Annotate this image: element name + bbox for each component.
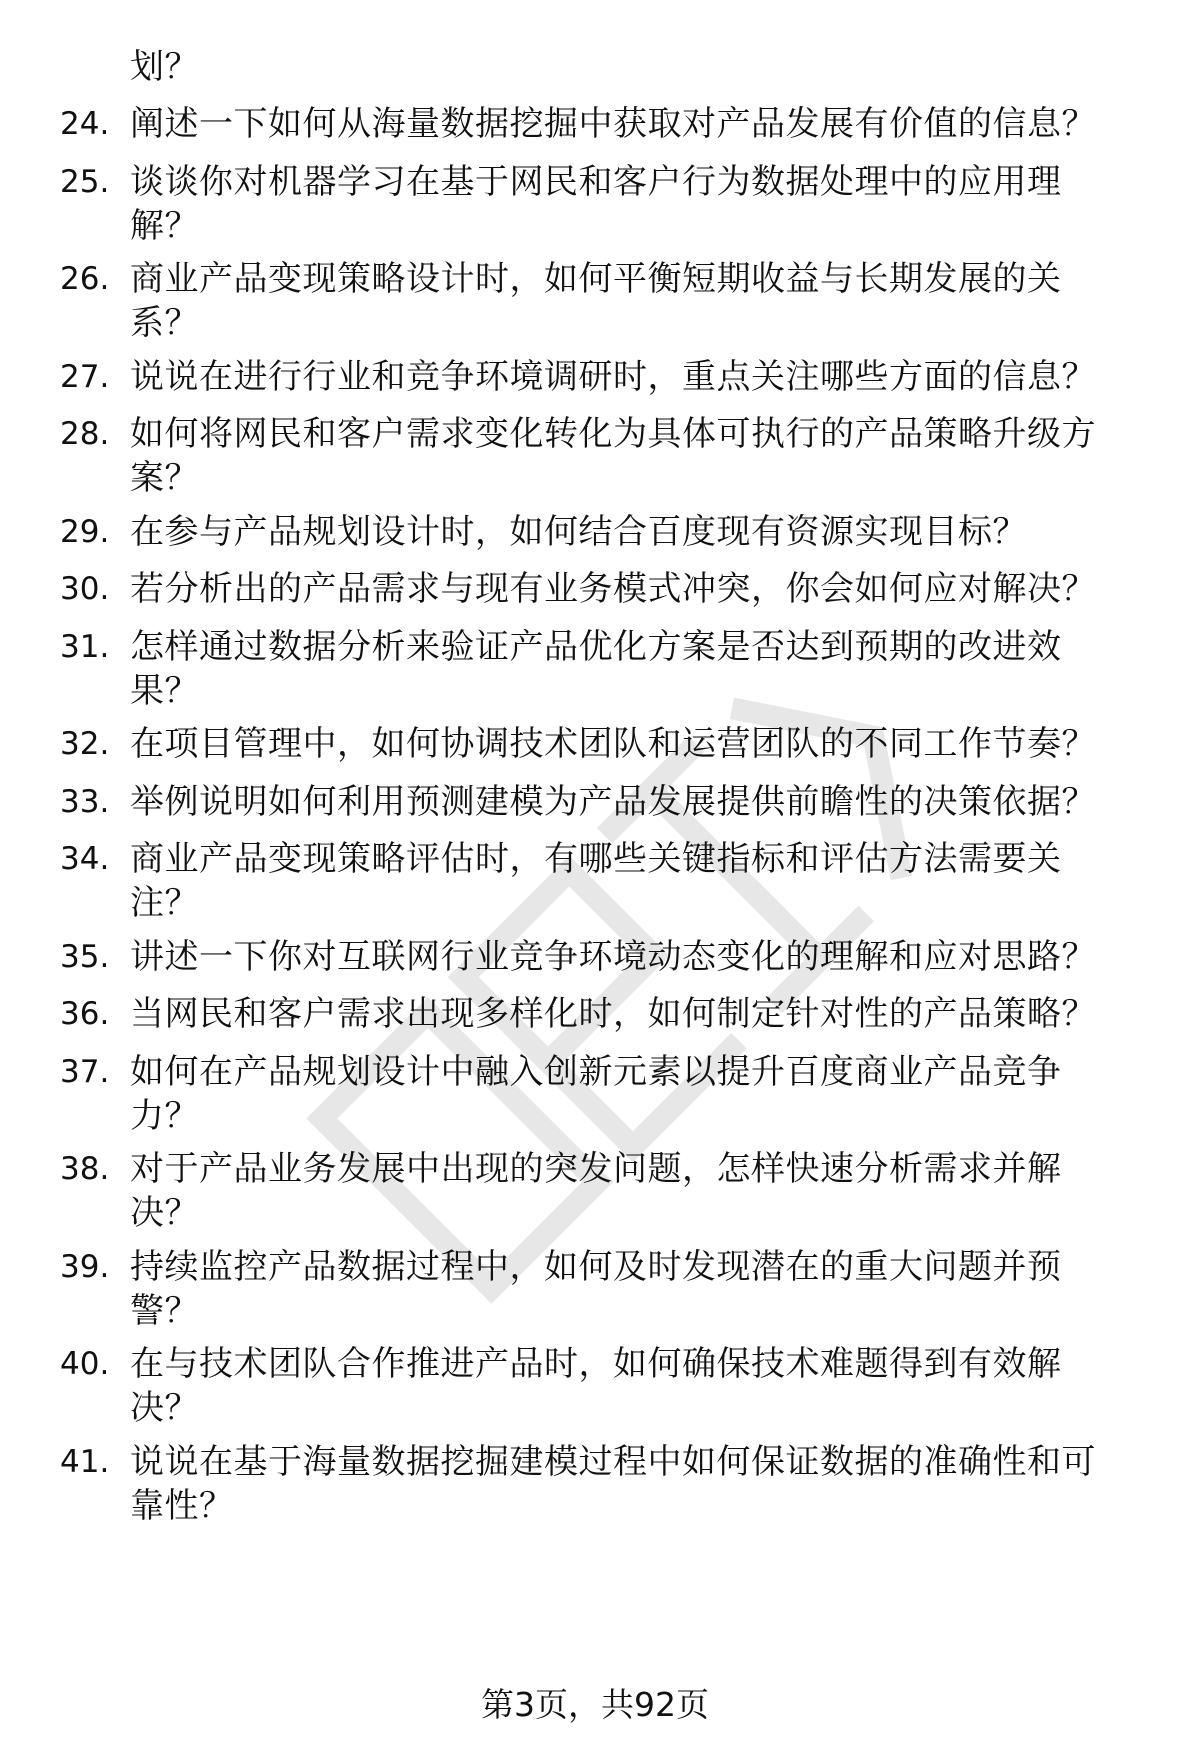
question-text: 如何在产品规划设计中融入创新元素以提升百度商业产品竞争 力？ [130,1052,1062,1136]
question-text: 商业产品变现策略设计时，如何平衡短期收益与长期发展的关 系？ [130,259,1062,343]
question-text: 在参与产品规划设计时，如何结合百度现有资源实现目标？ [130,512,1027,552]
question-number: 36. [60,996,110,1032]
question-number: 38. [60,1151,110,1187]
question-number: 30. [60,571,110,607]
question-text: 持续监控产品数据过程中，如何及时发现潜在的重大问题并预 警？ [130,1247,1062,1331]
question-text: 谈谈你对机器学习在基于网民和客户行为数据处理中的应用理 解？ [130,162,1062,246]
question-number: 24. [60,106,110,142]
question-number: 29. [60,514,110,550]
question-number: 40. [60,1346,110,1382]
question-text: 在项目管理中，如何协调技术团队和运营团队的不同工作节奏？ [130,724,1096,764]
question-text: 商业产品变现策略评估时，有哪些关键指标和评估方法需要关 注？ [130,839,1062,923]
question-text: 阐述一下如何从海量数据挖掘中获取对产品发展有价值的信息？ [130,104,1096,144]
question-number: 27. [60,359,110,395]
question-number: 35. [60,939,110,975]
question-number: 32. [60,726,110,762]
question-text: 对于产品业务发展中出现的突发问题，怎样快速分析需求并解 决？ [130,1149,1062,1233]
question-text: 讲述一下你对互联网行业竞争环境动态变化的理解和应对思路？ [130,937,1096,977]
question-number: 37. [60,1054,110,1090]
continuation-text: 划？ [130,47,199,87]
question-number: 31. [60,629,110,665]
question-text: 若分析出的产品需求与现有业务模式冲突，你会如何应对解决？ [130,569,1096,609]
page-number-footer: 第3页，共92页 [481,1685,709,1724]
question-number: 41. [60,1444,110,1480]
question-number: 34. [60,841,110,877]
question-number: 33. [60,784,110,820]
question-number: 26. [60,261,110,297]
question-text: 说说在进行行业和竞争环境调研时，重点关注哪些方面的信息？ [130,357,1096,397]
question-number: 28. [60,416,110,452]
question-text: 如何将网民和客户需求变化转化为具体可执行的产品策略升级方 案？ [130,414,1096,498]
question-number: 25. [60,164,110,200]
question-text: 当网民和客户需求出现多样化时，如何制定针对性的产品策略？ [130,994,1096,1034]
question-text: 说说在基于海量数据挖掘建模过程中如何保证数据的准确性和可 靠性？ [130,1442,1096,1526]
question-text: 举例说明如何利用预测建模为产品发展提供前瞻性的决策依据？ [130,782,1096,822]
question-number: 39. [60,1249,110,1285]
question-text: 怎样通过数据分析来验证产品优化方案是否达到预期的改进效 果？ [130,627,1062,711]
question-text: 在与技术团队合作推进产品时，如何确保技术难题得到有效解 决？ [130,1344,1062,1428]
